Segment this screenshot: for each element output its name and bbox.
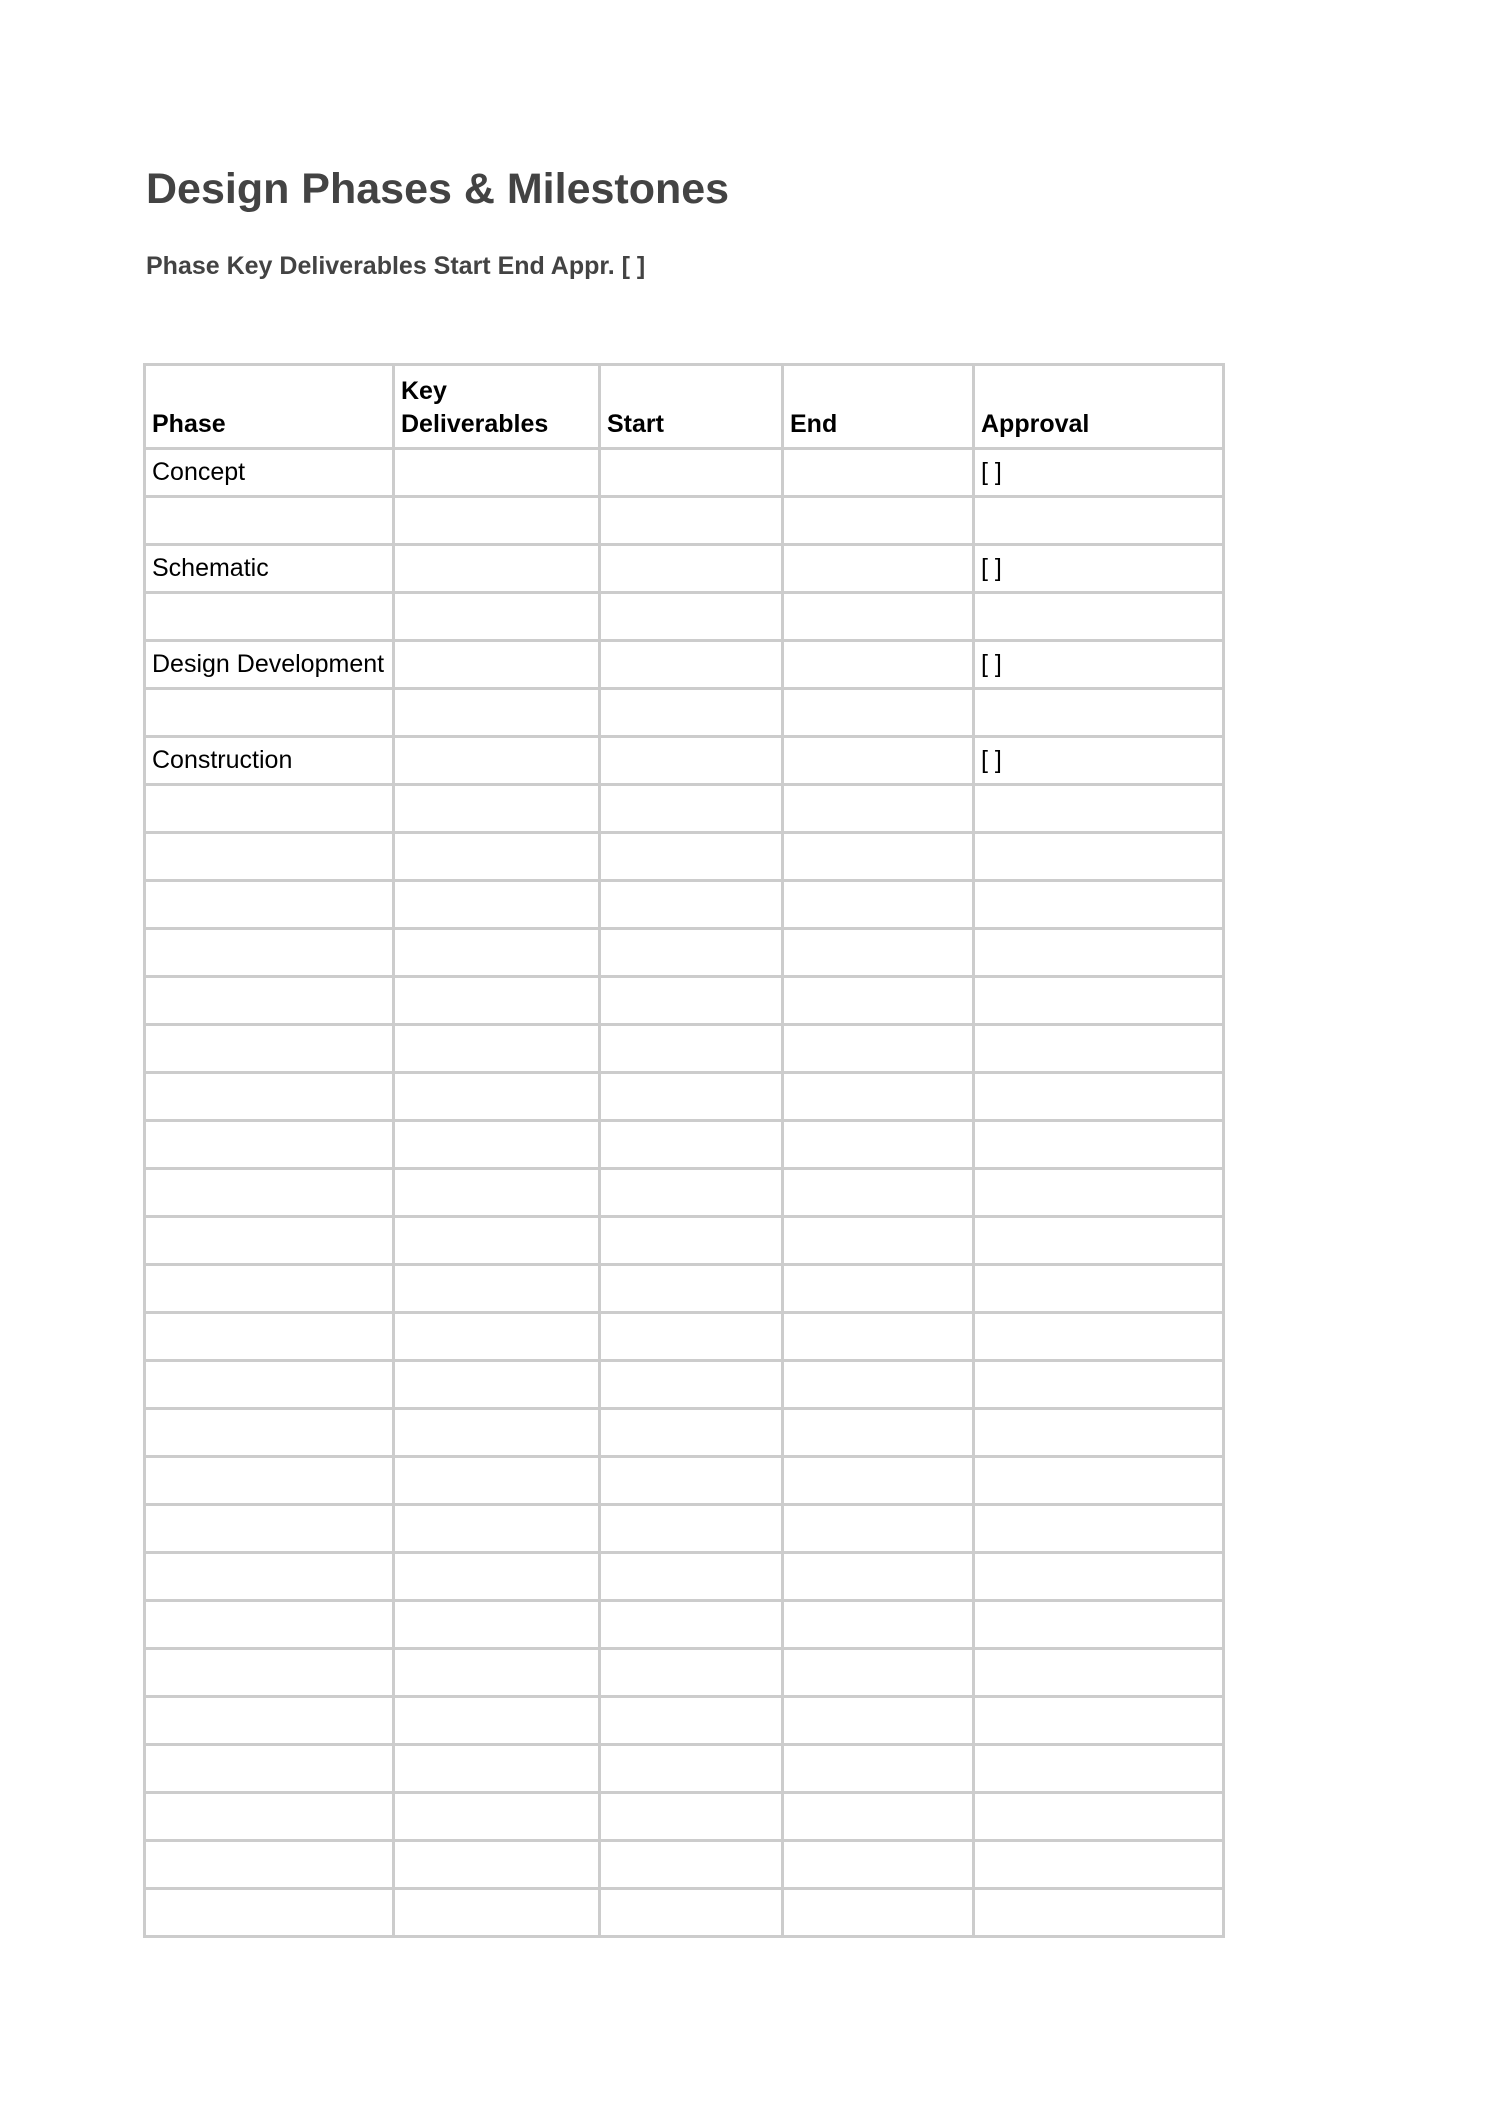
end-cell[interactable] bbox=[783, 1361, 974, 1409]
table-row bbox=[145, 449, 1224, 497]
end-cell[interactable] bbox=[783, 1121, 974, 1169]
approval-cell[interactable] bbox=[974, 1505, 1224, 1553]
approval-cell[interactable] bbox=[974, 1697, 1224, 1745]
end-cell[interactable] bbox=[783, 785, 974, 833]
deliverables-cell[interactable] bbox=[394, 1217, 600, 1265]
start-cell[interactable] bbox=[600, 641, 783, 689]
table-row bbox=[145, 1601, 1224, 1649]
start-cell[interactable] bbox=[600, 593, 783, 641]
table-row bbox=[145, 1553, 1224, 1601]
deliverables-cell[interactable] bbox=[394, 1265, 600, 1313]
deliverables-cell[interactable] bbox=[394, 929, 600, 977]
phase-cell[interactable] bbox=[145, 1361, 394, 1409]
deliverables-cell[interactable] bbox=[394, 1409, 600, 1457]
start-cell[interactable] bbox=[600, 1025, 783, 1073]
approval-cell[interactable]: [ ] bbox=[974, 545, 1224, 593]
end-cell[interactable] bbox=[783, 1601, 974, 1649]
header-start: Start bbox=[600, 365, 783, 449]
approval-cell[interactable] bbox=[974, 1025, 1224, 1073]
deliverables-cell[interactable] bbox=[394, 449, 600, 497]
approval-cell[interactable] bbox=[974, 1073, 1224, 1121]
phase-cell[interactable] bbox=[145, 1217, 394, 1265]
deliverables-cell[interactable] bbox=[394, 737, 600, 785]
end-cell[interactable] bbox=[783, 929, 974, 977]
table-row bbox=[145, 1265, 1224, 1313]
start-cell[interactable] bbox=[600, 545, 783, 593]
start-cell[interactable] bbox=[600, 977, 783, 1025]
end-cell[interactable] bbox=[783, 1553, 974, 1601]
start-cell[interactable] bbox=[600, 1313, 783, 1361]
end-cell[interactable] bbox=[783, 1265, 974, 1313]
deliverables-cell[interactable] bbox=[394, 1505, 600, 1553]
phase-cell[interactable] bbox=[145, 1409, 394, 1457]
table-row bbox=[145, 1505, 1224, 1553]
approval-cell[interactable] bbox=[974, 833, 1224, 881]
deliverables-cell[interactable] bbox=[394, 1121, 600, 1169]
table-row bbox=[145, 737, 1224, 785]
phase-cell[interactable] bbox=[145, 1553, 394, 1601]
deliverables-cell[interactable] bbox=[394, 689, 600, 737]
start-cell[interactable] bbox=[600, 1889, 783, 1937]
phase-cell[interactable] bbox=[145, 833, 394, 881]
approval-cell[interactable] bbox=[974, 1841, 1224, 1889]
end-cell[interactable] bbox=[783, 593, 974, 641]
start-cell[interactable] bbox=[600, 1745, 783, 1793]
end-cell[interactable] bbox=[783, 1505, 974, 1553]
deliverables-cell[interactable] bbox=[394, 881, 600, 929]
phase-cell[interactable]: Construction bbox=[145, 737, 394, 785]
phase-cell[interactable] bbox=[145, 1025, 394, 1073]
start-cell[interactable] bbox=[600, 1841, 783, 1889]
phase-cell[interactable] bbox=[145, 1793, 394, 1841]
start-cell[interactable] bbox=[600, 1169, 783, 1217]
phase-cell[interactable] bbox=[145, 1841, 394, 1889]
start-cell[interactable] bbox=[600, 1217, 783, 1265]
approval-cell[interactable] bbox=[974, 1889, 1224, 1937]
table-row bbox=[145, 1361, 1224, 1409]
start-cell[interactable] bbox=[600, 1505, 783, 1553]
start-cell[interactable] bbox=[600, 785, 783, 833]
phase-cell[interactable] bbox=[145, 1169, 394, 1217]
deliverables-cell[interactable] bbox=[394, 1457, 600, 1505]
table-row bbox=[145, 1121, 1224, 1169]
phase-cell[interactable] bbox=[145, 1697, 394, 1745]
table-row bbox=[145, 785, 1224, 833]
end-cell[interactable] bbox=[783, 1793, 974, 1841]
deliverables-cell[interactable] bbox=[394, 1841, 600, 1889]
approval-cell[interactable] bbox=[974, 1745, 1224, 1793]
deliverables-cell[interactable] bbox=[394, 497, 600, 545]
table-row bbox=[145, 1649, 1224, 1697]
approval-cell[interactable] bbox=[974, 1265, 1224, 1313]
phase-cell[interactable] bbox=[145, 977, 394, 1025]
table-row bbox=[145, 1697, 1224, 1745]
end-cell[interactable] bbox=[783, 1025, 974, 1073]
start-cell[interactable] bbox=[600, 929, 783, 977]
phase-cell[interactable] bbox=[145, 785, 394, 833]
table-row bbox=[145, 929, 1224, 977]
approval-cell[interactable] bbox=[974, 1553, 1224, 1601]
deliverables-cell[interactable] bbox=[394, 1361, 600, 1409]
end-cell[interactable] bbox=[783, 1841, 974, 1889]
table-row bbox=[145, 1889, 1224, 1937]
table-row bbox=[145, 593, 1224, 641]
deliverables-cell[interactable] bbox=[394, 977, 600, 1025]
end-cell[interactable] bbox=[783, 1217, 974, 1265]
table-row bbox=[145, 497, 1224, 545]
end-cell[interactable] bbox=[783, 1889, 974, 1937]
phase-cell[interactable] bbox=[145, 1889, 394, 1937]
start-cell[interactable] bbox=[600, 1457, 783, 1505]
approval-cell[interactable] bbox=[974, 689, 1224, 737]
approval-cell[interactable] bbox=[974, 1361, 1224, 1409]
table-row bbox=[145, 881, 1224, 929]
header-key-deliverables: Key Deliverables bbox=[394, 365, 600, 449]
table-row bbox=[145, 545, 1224, 593]
start-cell[interactable] bbox=[600, 1121, 783, 1169]
approval-cell[interactable] bbox=[974, 1601, 1224, 1649]
deliverables-cell[interactable] bbox=[394, 1793, 600, 1841]
table-header-row bbox=[145, 365, 1224, 449]
start-cell[interactable] bbox=[600, 737, 783, 785]
start-cell[interactable] bbox=[600, 497, 783, 545]
table-row bbox=[145, 1793, 1224, 1841]
end-cell[interactable] bbox=[783, 545, 974, 593]
start-cell[interactable] bbox=[600, 1361, 783, 1409]
deliverables-cell[interactable] bbox=[394, 833, 600, 881]
phase-cell[interactable] bbox=[145, 689, 394, 737]
start-cell[interactable] bbox=[600, 881, 783, 929]
table-row bbox=[145, 977, 1224, 1025]
deliverables-cell[interactable] bbox=[394, 1169, 600, 1217]
deliverables-cell[interactable] bbox=[394, 593, 600, 641]
start-cell[interactable] bbox=[600, 449, 783, 497]
phase-cell[interactable] bbox=[145, 1649, 394, 1697]
approval-cell[interactable] bbox=[974, 497, 1224, 545]
header-phase: Phase bbox=[145, 365, 394, 449]
approval-cell[interactable] bbox=[974, 1409, 1224, 1457]
table-row bbox=[145, 1409, 1224, 1457]
start-cell[interactable] bbox=[600, 833, 783, 881]
table-row bbox=[145, 833, 1224, 881]
approval-cell[interactable] bbox=[974, 977, 1224, 1025]
end-cell[interactable] bbox=[783, 1409, 974, 1457]
approval-cell[interactable] bbox=[974, 593, 1224, 641]
end-cell[interactable] bbox=[783, 1649, 974, 1697]
end-cell[interactable] bbox=[783, 1169, 974, 1217]
approval-cell[interactable]: [ ] bbox=[974, 449, 1224, 497]
phases-table bbox=[143, 363, 1225, 1938]
approval-cell[interactable] bbox=[974, 1217, 1224, 1265]
start-cell[interactable] bbox=[600, 1793, 783, 1841]
table-row bbox=[145, 641, 1224, 689]
end-cell[interactable] bbox=[783, 1745, 974, 1793]
header-approval: Approval bbox=[974, 365, 1224, 449]
approval-cell[interactable] bbox=[974, 1313, 1224, 1361]
phase-cell[interactable] bbox=[145, 1457, 394, 1505]
page-title: Design Phases & Milestones bbox=[146, 165, 730, 213]
approval-cell[interactable] bbox=[974, 1457, 1224, 1505]
end-cell[interactable] bbox=[783, 881, 974, 929]
start-cell[interactable] bbox=[600, 1265, 783, 1313]
deliverables-cell[interactable] bbox=[394, 1313, 600, 1361]
phase-cell[interactable]: Schematic bbox=[145, 545, 394, 593]
table-row bbox=[145, 1073, 1224, 1121]
end-cell[interactable] bbox=[783, 1313, 974, 1361]
start-cell[interactable] bbox=[600, 1073, 783, 1121]
deliverables-cell[interactable] bbox=[394, 1073, 600, 1121]
deliverables-cell[interactable] bbox=[394, 1025, 600, 1073]
start-cell[interactable] bbox=[600, 1409, 783, 1457]
start-cell[interactable] bbox=[600, 1553, 783, 1601]
end-cell[interactable] bbox=[783, 449, 974, 497]
phase-cell[interactable] bbox=[145, 1073, 394, 1121]
end-cell[interactable] bbox=[783, 689, 974, 737]
deliverables-cell[interactable] bbox=[394, 1889, 600, 1937]
approval-cell[interactable] bbox=[974, 1649, 1224, 1697]
table-row bbox=[145, 1457, 1224, 1505]
end-cell[interactable] bbox=[783, 497, 974, 545]
table-row bbox=[145, 1313, 1224, 1361]
page-subtitle: Phase Key Deliverables Start End Appr. [ ] bbox=[146, 252, 646, 280]
table-row bbox=[145, 1025, 1224, 1073]
deliverables-cell[interactable] bbox=[394, 1745, 600, 1793]
deliverables-cell[interactable] bbox=[394, 545, 600, 593]
phase-cell[interactable] bbox=[145, 1601, 394, 1649]
deliverables-cell[interactable] bbox=[394, 1649, 600, 1697]
approval-cell[interactable]: [ ] bbox=[974, 737, 1224, 785]
phase-cell[interactable] bbox=[145, 497, 394, 545]
approval-cell[interactable] bbox=[974, 1793, 1224, 1841]
approval-cell[interactable]: [ ] bbox=[974, 641, 1224, 689]
phase-cell[interactable] bbox=[145, 881, 394, 929]
deliverables-cell[interactable] bbox=[394, 1697, 600, 1745]
phase-cell[interactable]: Design Development bbox=[145, 641, 394, 689]
approval-cell[interactable] bbox=[974, 785, 1224, 833]
table-row bbox=[145, 689, 1224, 737]
approval-cell[interactable] bbox=[974, 929, 1224, 977]
table-body bbox=[145, 449, 1224, 1937]
table-row bbox=[145, 1217, 1224, 1265]
deliverables-cell[interactable] bbox=[394, 785, 600, 833]
phase-cell[interactable]: Concept bbox=[145, 449, 394, 497]
end-cell[interactable] bbox=[783, 641, 974, 689]
end-cell[interactable] bbox=[783, 1073, 974, 1121]
deliverables-cell[interactable] bbox=[394, 1601, 600, 1649]
end-cell[interactable] bbox=[783, 737, 974, 785]
approval-cell[interactable] bbox=[974, 881, 1224, 929]
end-cell[interactable] bbox=[783, 1457, 974, 1505]
end-cell[interactable] bbox=[783, 977, 974, 1025]
start-cell[interactable] bbox=[600, 1697, 783, 1745]
deliverables-cell[interactable] bbox=[394, 1553, 600, 1601]
end-cell[interactable] bbox=[783, 833, 974, 881]
phase-cell[interactable] bbox=[145, 1505, 394, 1553]
table-row bbox=[145, 1169, 1224, 1217]
header-end: End bbox=[783, 365, 974, 449]
phase-cell[interactable] bbox=[145, 929, 394, 977]
approval-cell[interactable] bbox=[974, 1169, 1224, 1217]
phase-cell[interactable] bbox=[145, 1313, 394, 1361]
start-cell[interactable] bbox=[600, 1601, 783, 1649]
approval-cell[interactable] bbox=[974, 1121, 1224, 1169]
phase-cell[interactable] bbox=[145, 1745, 394, 1793]
table-row bbox=[145, 1841, 1224, 1889]
end-cell[interactable] bbox=[783, 1697, 974, 1745]
phase-cell[interactable] bbox=[145, 593, 394, 641]
start-cell[interactable] bbox=[600, 689, 783, 737]
table-row bbox=[145, 1745, 1224, 1793]
deliverables-cell[interactable] bbox=[394, 641, 600, 689]
phase-cell[interactable] bbox=[145, 1265, 394, 1313]
start-cell[interactable] bbox=[600, 1649, 783, 1697]
phase-cell[interactable] bbox=[145, 1121, 394, 1169]
